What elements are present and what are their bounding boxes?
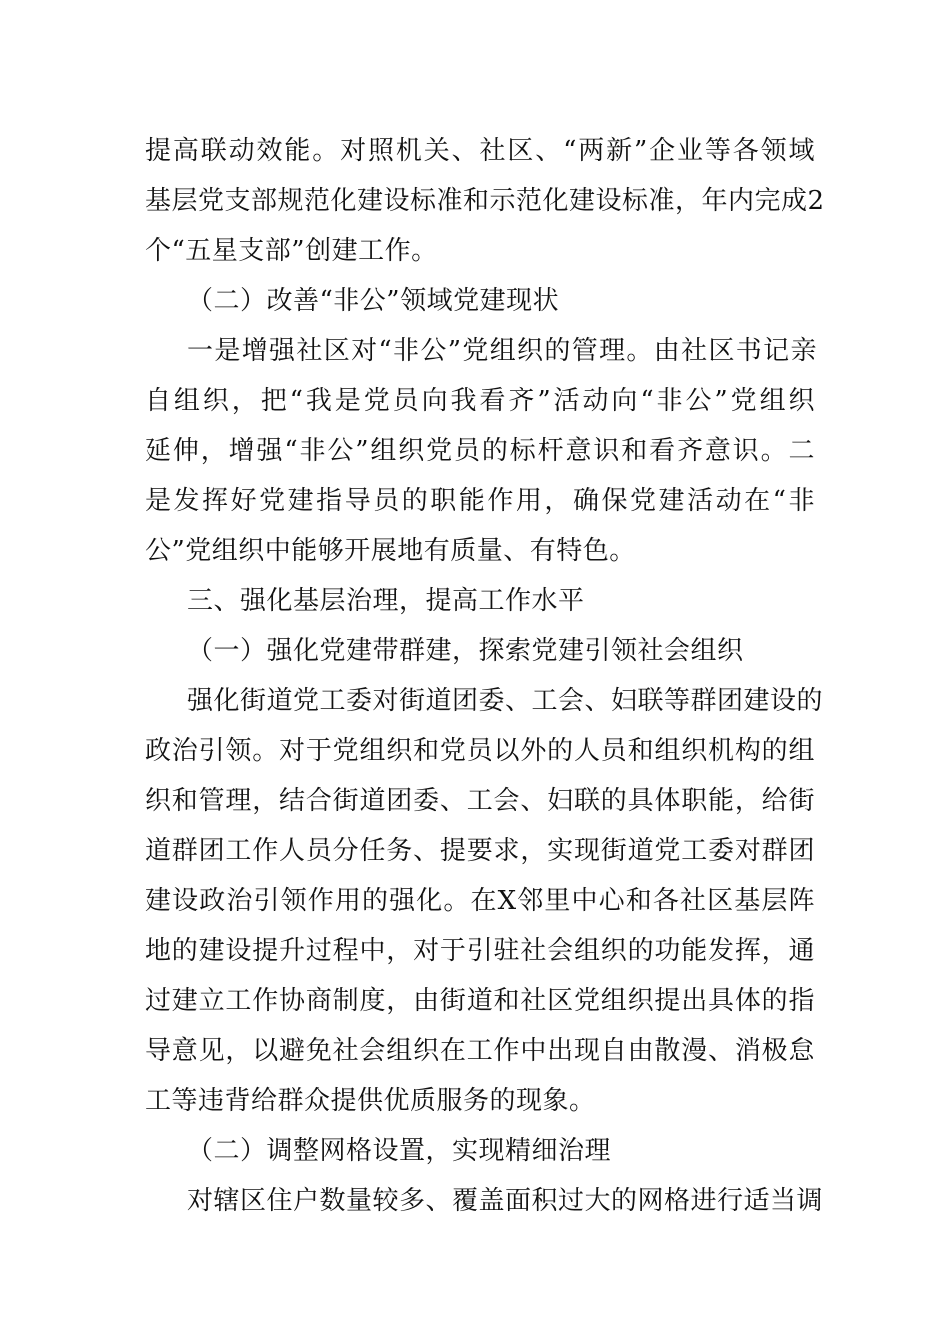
text-line: 建设政治引领作用的强化。在X邻里中心和各社区基层阵 [145, 886, 815, 916]
text-line: 工等违背给群众提供优质服务的现象。 [145, 1086, 596, 1116]
text-line: 对辖区住户数量较多、覆盖面积过大的网格进行适当调 [187, 1186, 824, 1216]
text-line: 公”党组织中能够开展地有质量、有特色。 [145, 536, 636, 566]
section-heading: （二）改善“非公”领域党建现状 [187, 286, 560, 316]
text-line: 导意见，以避免社会组织在工作中出现自由散漫、消极怠 [145, 1036, 815, 1066]
text-line: 个“五星支部”创建工作。 [145, 236, 438, 266]
text-line: 强化街道党工委对街道团委、工会、妇联等群团建设的 [187, 686, 824, 716]
text-line: 过建立工作协商制度，由街道和社区党组织提出具体的指 [145, 986, 815, 1016]
text-line: 延伸，增强“非公”组织党员的标杆意识和看齐意识。二 [145, 436, 815, 466]
section-heading: （一）强化党建带群建，探索党建引领社会组织 [187, 636, 744, 666]
text-line: 提高联动效能。对照机关、社区、“两新”企业等各领域 [145, 136, 815, 166]
text-line: 是发挥好党建指导员的职能作用，确保党建活动在“非 [145, 486, 815, 516]
text-line: 基层党支部规范化建设标准和示范化建设标准，年内完成2 [145, 186, 825, 216]
text-line: 自组织，把“我是党员向我看齐”活动向“非公”党组织 [145, 386, 815, 416]
section-heading: 三、强化基层治理，提高工作水平 [187, 586, 585, 616]
text-line: 一是增强社区对“非公”党组织的管理。由社区书记亲 [187, 336, 817, 366]
text-line: 织和管理，结合街道团委、工会、妇联的具体职能，给街 [145, 786, 815, 816]
text-line: 道群团工作人员分任务、提要求，实现街道党工委对群团 [145, 836, 815, 866]
section-heading: （二）调整网格设置，实现精细治理 [187, 1136, 612, 1166]
text-line: 地的建设提升过程中，对于引驻社会组织的功能发挥，通 [145, 936, 815, 966]
text-line: 政治引领。对于党组织和党员以外的人员和组织机构的组 [145, 736, 815, 766]
